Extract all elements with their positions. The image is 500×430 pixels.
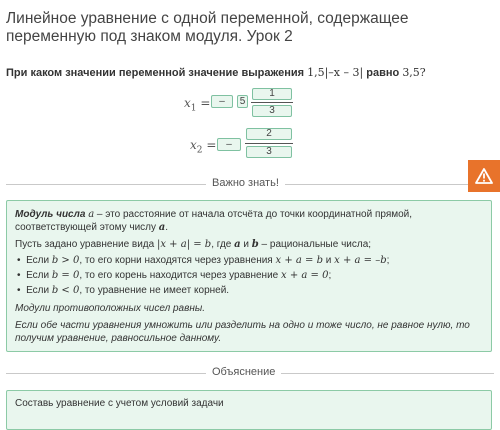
bullet1-eq1: x + a = b: [275, 255, 323, 266]
definition-line2: [15, 222, 483, 234]
explanation-label[interactable]: Объяснение: [206, 366, 281, 378]
bullet2-pre: Если: [26, 270, 52, 281]
given-b: b: [251, 239, 259, 250]
note-equivalent-line2: получим уравнение, равносильное данному.: [15, 333, 222, 344]
x2-sign-select[interactable]: –: [217, 138, 241, 151]
rule-bullet-negative: • Если b < 0, то уравнение не имеет корней.: [17, 285, 230, 296]
definition-line1: [15, 209, 483, 221]
definition-term: Модуль числа: [15, 209, 86, 220]
important-info-box: [6, 200, 492, 352]
lesson-title: Линейное уравнение с одной переменной, содержащее переменную под знаком модуля. Урок 2: [6, 10, 409, 45]
definition-var: a: [88, 209, 95, 220]
given-a: a: [234, 239, 241, 250]
bullet3-pre: Если: [26, 285, 52, 296]
definition-text: – это расстояние от начала отсчёта до точки координатной прямой,: [94, 209, 413, 220]
warning-triangle-icon: [475, 168, 493, 184]
bullet2-eq: x + a = 0: [281, 270, 329, 281]
bullet1-pre: Если: [26, 255, 52, 266]
x2-denominator-input[interactable]: 3: [246, 146, 292, 158]
question-middle: равно: [366, 67, 400, 79]
warning-button[interactable]: [468, 160, 500, 192]
question-text: [6, 66, 426, 79]
x1-denominator-input[interactable]: 3: [252, 105, 292, 117]
bullet2-mid: , то его корень находится через уравнение: [79, 270, 281, 281]
given-equation-line: [15, 239, 483, 251]
given-mid: , где: [211, 239, 235, 250]
explanation-box: [6, 390, 492, 430]
given-and: и: [240, 239, 252, 250]
question-value: 3,5?: [402, 66, 426, 79]
x2-equals: =: [206, 138, 217, 152]
bullet1-mid: , то его корни находятся через уравнения: [79, 255, 276, 266]
bullet1-eq2: x + a = –b: [334, 255, 387, 266]
x1-numerator-input[interactable]: 1: [252, 88, 292, 100]
x1-fraction-line: [251, 102, 293, 103]
question-expression: 1,5|–x – 3|: [307, 66, 364, 79]
given-equation: |x + a| = b: [156, 239, 212, 250]
important-label: Важно знать!: [206, 177, 285, 189]
given-end: – рациональные числа;: [258, 239, 372, 250]
x2-label: [190, 138, 216, 155]
definition-end: .: [165, 222, 169, 233]
bullet2-cond: b = 0: [51, 270, 80, 281]
x2-index: 2: [196, 145, 203, 156]
bullet3-cond: b < 0: [51, 285, 80, 296]
x1-var: x: [184, 96, 191, 110]
x1-sign-select[interactable]: –: [211, 95, 233, 108]
definition-var2: a: [158, 222, 166, 233]
x2-numerator-input[interactable]: 2: [246, 128, 292, 140]
bullet1-end: ;: [386, 255, 390, 266]
rule-bullet-positive: • Если b > 0, то его корни находятся через уравнения x + a = b и x + a = –b;: [17, 255, 390, 266]
x1-equals: =: [200, 96, 211, 110]
explanation-text: Составь уравнение с учетом условий задачи: [15, 398, 224, 409]
given-text: Пусть задано уравнение вида: [15, 239, 157, 250]
bullet1-and: и: [322, 255, 335, 266]
bullet1-cond: b > 0: [51, 255, 80, 266]
x1-index: 1: [190, 103, 197, 114]
question-prefix: При каком значении переменной значение выражения: [6, 67, 305, 79]
bullet2-end: ;: [328, 270, 332, 281]
rule-bullet-zero: • Если b = 0, то его корень находится через уравнение x + a = 0;: [17, 270, 332, 281]
note-opposite-moduli: Модули противоположных чисел равны.: [15, 303, 205, 314]
x1-label: [184, 96, 210, 113]
definition-text2: соответствующей этому числу: [15, 222, 159, 233]
note-equivalent-line1: Если обе части уравнения умножить или разделить на одно и тоже число, не равное нулю, то: [15, 320, 470, 331]
x2-fraction-line: [245, 143, 293, 144]
x1-whole-input[interactable]: 5: [237, 95, 248, 108]
bullet3-mid: , то уравнение не имеет корней.: [79, 285, 230, 296]
x2-var: x: [190, 138, 197, 152]
